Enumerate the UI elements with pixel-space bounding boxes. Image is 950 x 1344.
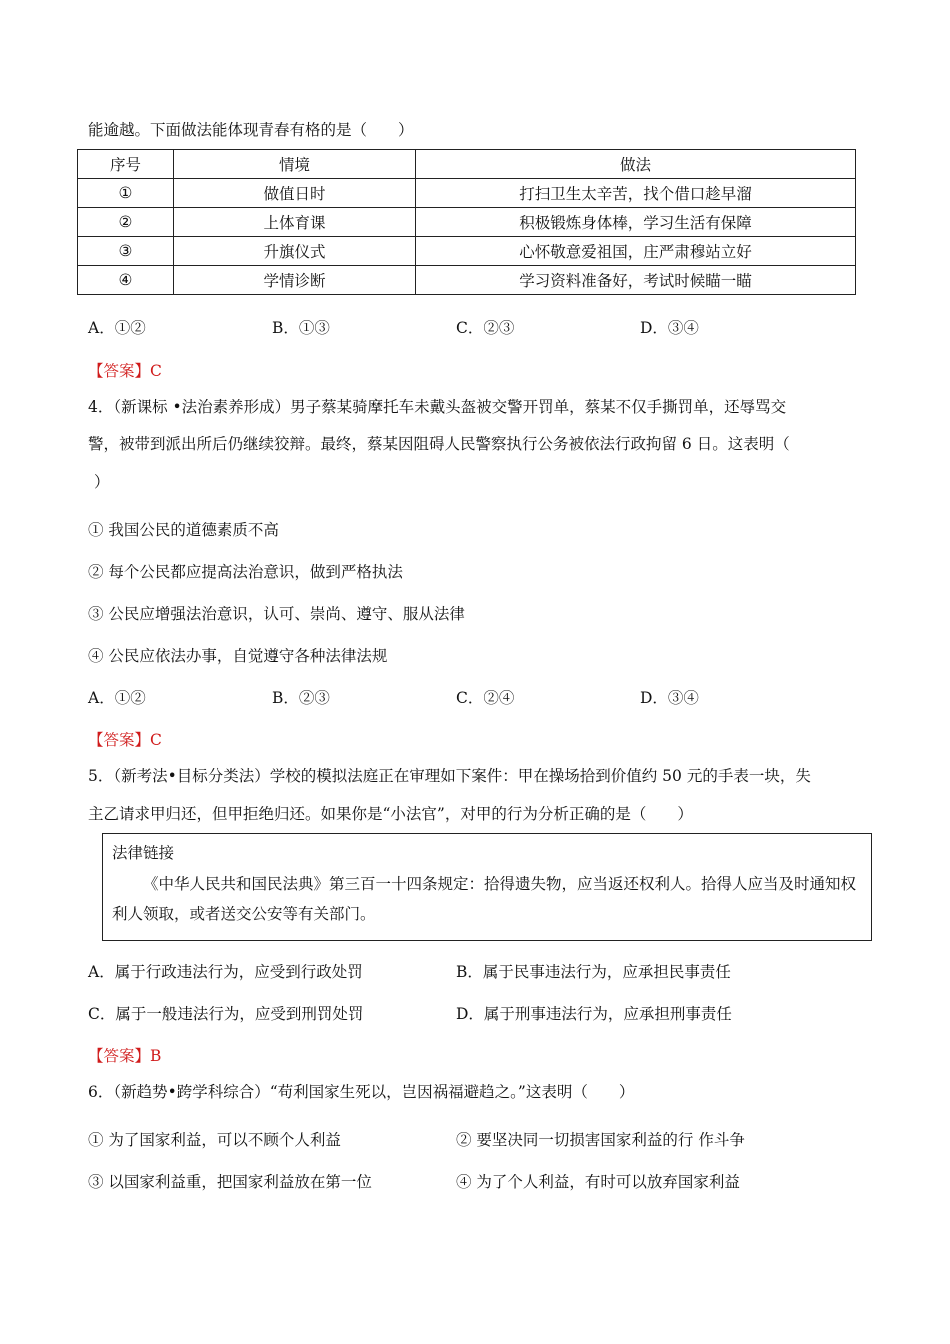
table-cell: ④ <box>78 266 174 295</box>
q3-table <box>77 149 856 295</box>
q4-option-a[interactable]: A．①② <box>88 689 146 707</box>
table-cell: 学习资料准备好，考试时候瞄一瞄 <box>416 266 856 295</box>
q4-stem-line2: 警，被带到派出所后仍继续狡辩。最终，蔡某因阻碍人民警察执行公务被依法行政拘留 6 日。这表明（ <box>88 435 790 453</box>
q5-stem-line1: 5．（新考法•目标分类法）学校的模拟法庭正在审理如下案件：甲在操场拾到价值约 50 元的手表一块，失 <box>88 767 811 785</box>
table-header: 情境 <box>174 150 416 179</box>
table-row <box>78 208 856 237</box>
q5-option-b[interactable]: B．属于民事违法行为，应承担民事责任 <box>456 963 731 981</box>
q4-answer: 【答案】C <box>88 731 162 749</box>
q3-option-a[interactable]: A．①② <box>88 319 146 337</box>
q3-answer: 【答案】C <box>88 362 162 380</box>
q3-option-b[interactable]: B．①③ <box>272 319 330 337</box>
q6-statement-4: ④ 为了个人利益，有时可以放弃国家利益 <box>456 1173 740 1191</box>
q4-statement-2: ② 每个公民都应提高法治意识，做到严格执法 <box>88 563 403 581</box>
table-cell: 升旗仪式 <box>174 237 416 266</box>
table-cell: 学情诊断 <box>174 266 416 295</box>
table-cell: 上体育课 <box>174 208 416 237</box>
q4-statement-4: ④ 公民应依法办事，自觉遵守各种法律法规 <box>88 647 388 665</box>
table-cell: 积极锻炼身体棒，学习生活有保障 <box>416 208 856 237</box>
q4-stem-line1: 4．（新课标 •法治素养形成）男子蔡某骑摩托车未戴头盔被交警开罚单，蔡某不仅手撕罚单，还辱骂交 <box>88 398 787 416</box>
q3-option-d[interactable]: D．③④ <box>640 319 699 337</box>
q5-option-a[interactable]: A．属于行政违法行为，应受到行政处罚 <box>88 963 363 981</box>
table-cell: ② <box>78 208 174 237</box>
law-link-box <box>102 833 872 941</box>
table-cell: ③ <box>78 237 174 266</box>
table-row <box>78 237 856 266</box>
table-row <box>78 266 856 295</box>
q4-statement-1: ① 我国公民的道德素质不高 <box>88 521 279 539</box>
table-cell: 心怀敬意爱祖国，庄严肃穆站立好 <box>416 237 856 266</box>
table-row <box>78 179 856 208</box>
q4-stem-line3: ） <box>94 473 110 491</box>
q4-option-d[interactable]: D．③④ <box>640 689 699 707</box>
q5-option-c[interactable]: C．属于一般违法行为，应受到刑罚处罚 <box>88 1005 364 1023</box>
table-cell: ① <box>78 179 174 208</box>
q6-statement-2: ② 要坚决同一切损害国家利益的行 作斗争 <box>456 1131 745 1149</box>
table-header: 做法 <box>416 150 856 179</box>
q6-statement-1: ① 为了国家利益，可以不顾个人利益 <box>88 1131 341 1149</box>
law-link-title: 法律链接 <box>112 844 175 862</box>
table-cell: 做值日时 <box>174 179 416 208</box>
table-header: 序号 <box>78 150 174 179</box>
q6-stem: 6．（新趋势•跨学科综合）“苟利国家生死以，岂因祸福避趋之。”这表明（ ） <box>88 1083 635 1101</box>
q3-option-c[interactable]: C．②③ <box>456 319 515 337</box>
q4-option-b[interactable]: B．②③ <box>272 689 330 707</box>
table-cell: 打扫卫生太辛苦，找个借口趁早溜 <box>416 179 856 208</box>
law-link-text: 《中华人民共和国民法典》第三百一十四条规定：拾得遗失物，应当返还权利人。拾得人应当及时通知权利人领取，或者送交公安等有关部门。 <box>112 875 857 923</box>
q5-option-d[interactable]: D．属于刑事违法行为，应承担刑事责任 <box>456 1005 732 1023</box>
q3-stem: 能逾越。下面做法能体现青春有格的是（ ） <box>88 121 414 139</box>
table-header-row <box>78 150 856 179</box>
q4-option-c[interactable]: C．②④ <box>456 689 515 707</box>
q5-answer: 【答案】B <box>88 1047 162 1065</box>
q6-statement-3: ③ 以国家利益重，把国家利益放在第一位 <box>88 1173 372 1191</box>
q5-stem-line2: 主乙请求甲归还，但甲拒绝归还。如果你是“小法官”，对甲的行为分析正确的是（ ） <box>88 805 693 823</box>
q4-statement-3: ③ 公民应增强法治意识，认可、崇尚、遵守、服从法律 <box>88 605 465 623</box>
